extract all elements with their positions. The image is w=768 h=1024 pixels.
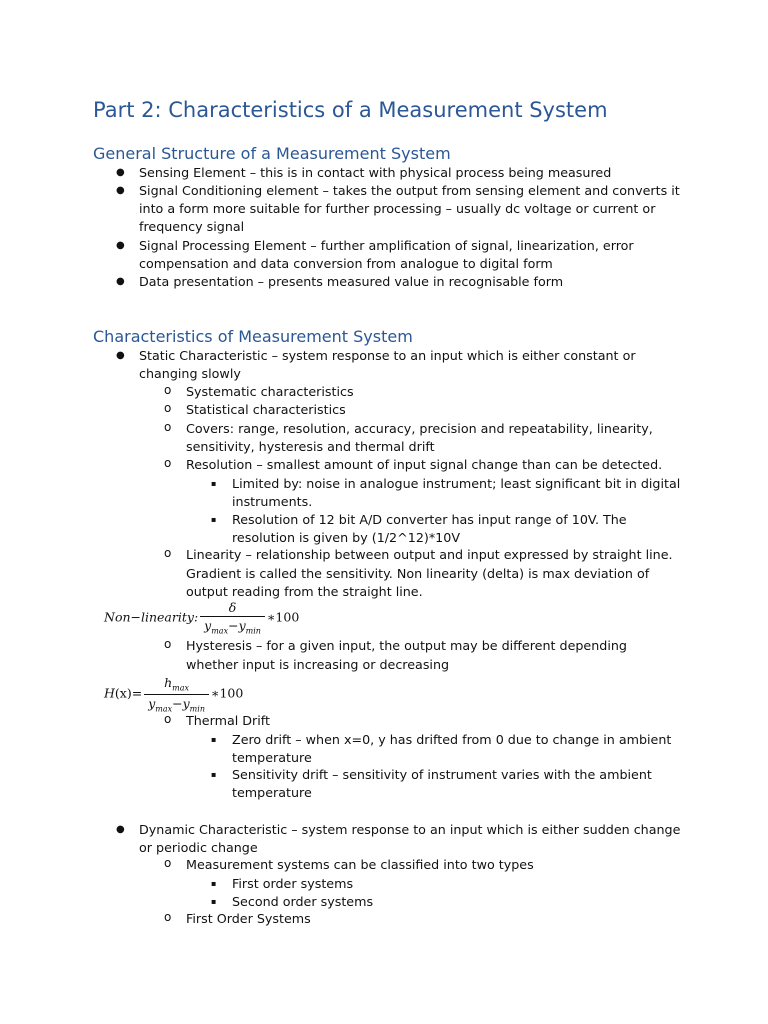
list-item: Signal Conditioning element – takes the output from sensing element and converts it xyxy=(139,183,680,198)
formula-subscript: max xyxy=(211,626,229,636)
list-item: Signal Processing Element – further amplification of signal, linearization, error xyxy=(139,238,634,253)
sub-bullet-icon: o xyxy=(164,637,172,651)
sub-item-resolution: Resolution – smallest amount of input signal change than can be detected. xyxy=(186,457,663,472)
bullet-icon: ● xyxy=(116,350,125,361)
list-item-continuation: into a form more suitable for further processing – usually dc voltage or current or xyxy=(139,201,656,216)
sub-item-systematic: Systematic characteristics xyxy=(186,384,354,399)
formula-subscript: max xyxy=(172,683,190,693)
formula-numerator xyxy=(144,675,209,695)
list-item: Sensing Element – this is in contact with physical process being measured xyxy=(139,165,612,180)
sub-sub-item-continuation: temperature xyxy=(232,750,312,765)
bullet-icon: ● xyxy=(116,185,125,196)
sub-bullet-icon: o xyxy=(164,401,172,415)
list-item-continuation: or periodic change xyxy=(139,840,258,855)
sub-sub-item: Zero drift – when x=0, y has drifted from 0 due to change in ambient xyxy=(232,732,672,747)
formula-var: h xyxy=(164,675,173,690)
sub-bullet-icon: o xyxy=(164,910,172,924)
section-heading-general-structure: General Structure of a Measurement System xyxy=(93,144,451,163)
bullet-icon: ● xyxy=(116,824,125,835)
formula-subscript: min xyxy=(245,626,261,636)
formula-subscript: max xyxy=(155,704,173,713)
sub-sub-item-continuation: resolution is given by (1/2^12)*10V xyxy=(232,530,461,545)
sub-item-covers: Covers: range, resolution, accuracy, precision and repeatability, linearity, xyxy=(186,421,653,436)
formula-lhs: H xyxy=(104,685,115,701)
page-title: Part 2: Characteristics of a Measurement System xyxy=(93,98,608,122)
sub-sub-item: Resolution of 12 bit A/D converter has input range of 10V. The xyxy=(232,512,627,527)
sub-sub-item-second-order: Second order systems xyxy=(232,894,374,909)
bullet-icon: ● xyxy=(116,167,125,178)
sub-item-linearity: Linearity – relationship between output and input expressed by straight line. xyxy=(186,547,673,562)
formula-operator: − xyxy=(172,695,183,711)
sub-sub-item: Limited by: noise in analogue instrument; least significant bit in digital xyxy=(232,476,681,491)
formula-fraction xyxy=(200,600,265,636)
formula-lhs: Non−linearity: xyxy=(104,609,199,625)
formula-fraction xyxy=(144,675,209,713)
sub-item-continuation: output reading from the straight line. xyxy=(186,584,423,599)
sub-item-classified: Measurement systems can be classified into two types xyxy=(186,857,534,872)
sub-bullet-icon: o xyxy=(164,712,172,726)
sub-item-hysteresis: Hysteresis – for a given input, the output may be different depending xyxy=(186,638,627,653)
formula-hysteresis xyxy=(104,675,243,713)
formula-numerator: δ xyxy=(200,600,265,617)
formula-arg: (x)= xyxy=(114,685,143,701)
sub-bullet-icon: o xyxy=(164,383,172,397)
formula-tail: ∗100 xyxy=(266,609,300,625)
sub-sub-item-continuation: instruments. xyxy=(232,494,313,509)
sub-sub-item-first-order: First order systems xyxy=(232,876,354,891)
square-bullet-icon: ▪ xyxy=(211,770,217,779)
formula-denominator xyxy=(200,617,265,636)
sub-bullet-icon: o xyxy=(164,546,172,560)
list-item-dynamic: Dynamic Characteristic – system response to an input which is either sudden change xyxy=(139,822,681,837)
sub-bullet-icon: o xyxy=(164,856,172,870)
formula-denominator xyxy=(144,695,209,714)
formula-tail: ∗100 xyxy=(210,685,244,701)
sub-item-thermal-drift: Thermal Drift xyxy=(186,713,271,728)
square-bullet-icon: ▪ xyxy=(211,735,217,744)
sub-item-continuation: whether input is increasing or decreasing xyxy=(186,657,450,672)
formula-subscript: min xyxy=(189,704,205,713)
formula-var: y xyxy=(182,695,190,711)
formula-nonlinearity xyxy=(104,600,299,636)
square-bullet-icon: ▪ xyxy=(211,479,217,488)
sub-item-continuation: sensitivity, hysteresis and thermal drift xyxy=(186,439,435,454)
bullet-icon: ● xyxy=(116,276,125,287)
section-heading-characteristics: Characteristics of Measurement System xyxy=(93,327,413,346)
sub-item-continuation: Gradient is called the sensitivity. Non linearity (delta) is max deviation of xyxy=(186,566,650,581)
sub-bullet-icon: o xyxy=(164,456,172,470)
formula-var: y xyxy=(204,618,212,633)
sub-item-statistical: Statistical characteristics xyxy=(186,402,346,417)
square-bullet-icon: ▪ xyxy=(211,897,217,906)
sub-sub-item-continuation: temperature xyxy=(232,785,312,800)
list-item-continuation: frequency signal xyxy=(139,219,245,234)
list-item-continuation: changing slowly xyxy=(139,366,241,381)
sub-item-first-order-systems: First Order Systems xyxy=(186,911,311,926)
bullet-icon: ● xyxy=(116,240,125,251)
formula-operator: − xyxy=(228,618,239,633)
formula-var: y xyxy=(238,618,246,633)
sub-bullet-icon: o xyxy=(164,420,172,434)
formula-var: y xyxy=(148,695,156,711)
list-item-continuation: compensation and data conversion from analogue to digital form xyxy=(139,256,553,271)
square-bullet-icon: ▪ xyxy=(211,515,217,524)
sub-sub-item: Sensitivity drift – sensitivity of instrument varies with the ambient xyxy=(232,767,652,782)
list-item: Data presentation – presents measured value in recognisable form xyxy=(139,274,564,289)
list-item-static: Static Characteristic – system response to an input which is either constant or xyxy=(139,348,636,363)
square-bullet-icon: ▪ xyxy=(211,879,217,888)
